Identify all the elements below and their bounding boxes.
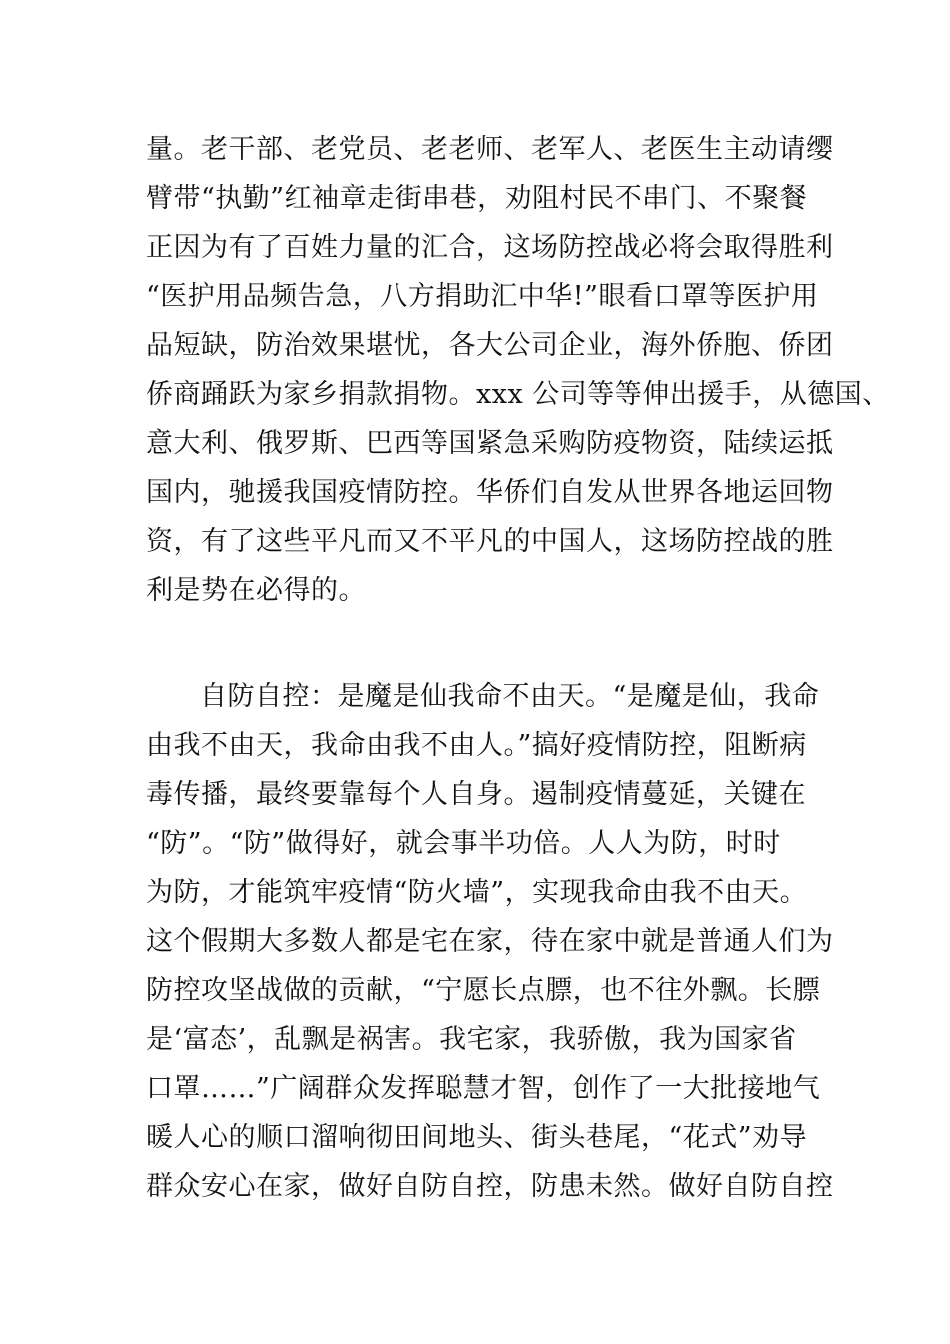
- paragraph-1-line-10: 利是势在必得的。: [146, 575, 366, 606]
- paragraph-2-line-5: 为防，才能筑牢疫情“防火墙”，实现我命由我不由天。: [146, 877, 808, 908]
- paragraph-1-line-4: “医护用品频告急，八方捐助汇中华!”眼看口罩等医护用: [146, 281, 819, 312]
- paragraph-1-line-1: 量。老干部、老党员、老老师、老军人、老医生主动请缨: [146, 134, 834, 165]
- paragraph-1-line-7: 意大利、俄罗斯、巴西等国紧急采购防疫物资，陆续运抵: [146, 428, 834, 459]
- paragraph-1-line-5: 品短缺，防治效果堪忧，各大公司企业，海外侨胞、侨团: [146, 330, 834, 361]
- paragraph-1-line-9: 资，有了这些平凡而又不平凡的中国人，这场防控战的胜: [146, 526, 834, 557]
- paragraph-2-line-2: 由我不由天，我命由我不由人。”搞好疫情防控，阻断病: [146, 730, 807, 761]
- paragraph-2-line-8: 是‘富态’，乱飘是祸害。我宅家，我骄傲，我为国家省: [146, 1024, 797, 1055]
- paragraph-2-line-3: 毒传播，最终要靠每个人自身。遏制疫情蔓延，关键在: [146, 779, 806, 810]
- paragraph-1-line-3: 正因为有了百姓力量的汇合，这场防控战必将会取得胜利: [146, 232, 834, 263]
- paragraph-2-line-9: 口罩……”广阔群众发挥聪慧才智，创作了一大批接地气: [146, 1073, 821, 1104]
- paragraph-1-line-6: 侨商踊跃为家乡捐款捐物。xxx 公司等等伸出援手，从德国、: [146, 379, 890, 410]
- paragraph-2-line-6: 这个假期大多数人都是宅在家，待在家中就是普通人们为: [146, 926, 834, 957]
- paragraph-2-line-10: 暖人心的顺口溜响彻田间地头、街头巷尾，“花式”劝导: [146, 1122, 808, 1153]
- paragraph-2-line-11: 群众安心在家，做好自防自控，防患未然。做好自防自控: [146, 1171, 834, 1202]
- paragraph-1-line-2: 臂带“执勤”红袖章走街串巷，劝阻村民不串门、不聚餐: [146, 183, 808, 214]
- paragraph-1-line-8: 国内，驰援我国疫情防控。华侨们自发从世界各地运回物: [146, 477, 834, 508]
- paragraph-2-line-1: 自防自控：是魔是仙我命不由天。“是魔是仙，我命: [200, 681, 820, 712]
- paragraph-2-line-4: “防”。“防”做得好，就会事半功倍。人人为防，时时: [146, 828, 781, 859]
- paragraph-2-line-7: 防控攻坚战做的贡献，“宁愿长点膘，也不往外飘。长膘: [146, 975, 821, 1006]
